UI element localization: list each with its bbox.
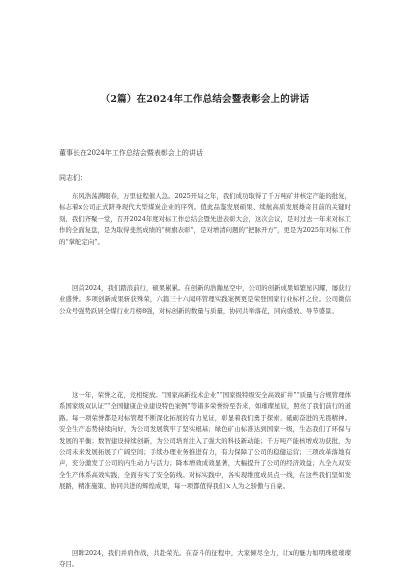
greeting: 同志们： — [59, 174, 87, 182]
document-title: （2篇）在2024年工作总结会暨表彰会上的讲话 — [100, 94, 310, 105]
paragraph: 这一年，荣誉之花，竞相绽放。“国家高新技术企业”“国家级特级安全高效矿井”“质量与合规管理体系国家级双认证”“全国健康企业建设特色案例”等诸多荣誉纷至沓来，如璀璨星辰，照亮了我们前行的道路。每一项荣誉都是对标管理不断深化拓展的有力见证，彰显着我们勇于探索、砥砺奋进的无畏精神。安全生产态势持续向好，为公司发展筑牢了坚实根基；绿色矿山标准达到国家一级，生态我们了环保与发展的平衡；数智建设持续创新，为公司培育注入了强大的科技新动能；千万吨产能核增成功获批，为公司未来发展拓展了广阔空间；手续办理业务推进有力，有力保障了公司的稳健运营；三项改革落地有声，充分激发了公司的内生动力与活力；降本增效成效显著，大幅提升了公司的经济效益；九全九双安全生产体系高效实践，全面夯实了安全防线。对标实践中，各实现维度成员点一线，在这些我们坚如发展路，精准施策、协同共进的辉煌成果，每一项都值得我们ｘ人为之骄傲与自豪。 — [59, 391, 351, 491]
paragraph: 回眸2024，我们并肩作战，共赴荣光。在奋斗的征程中，大家倾尽全力，让x的魅力如明珠般璀璨夺目。 — [59, 549, 351, 569]
paragraph: 东风浩荡满眼春，万里征程催人急。2025开局之年，我们成功取得了千万吨矿井核定产能的批复，标志着x公司正式跻身现代大型煤炭企业的序列。值此品鉴发展硕果、续航高质发展雄奇目前的关键时刻，我们齐聚一堂，召开2024年度对标工作总结会暨先进表彰大会，这次会议，是对过去一年来对标工作的全面复盘，是为取得斐然成绩的“树旗表彰”，是对增清问题的“把脉开方”，更是为2025年对标工作的“掌舵定向”。 — [59, 192, 351, 246]
paragraph: 回首2024，我们踏浪前行，硕果累累。在创新的浩瀚星空中，公司的创新成果如繁星闪耀，屡获行业盛誉。多项创新成果斩获殊荣，六篇三十六闻环管理实践案例更是荣登国家行业标杆之位。公司微信公众号强势跃居全煤行业月榜8强，对标创新的数量与质量，协同共举落花，同向盛放、导节盛景。 — [59, 284, 351, 315]
speech-subtitle: 董事长在2024年工作总结会暨表彰会上的讲话 — [59, 149, 203, 157]
